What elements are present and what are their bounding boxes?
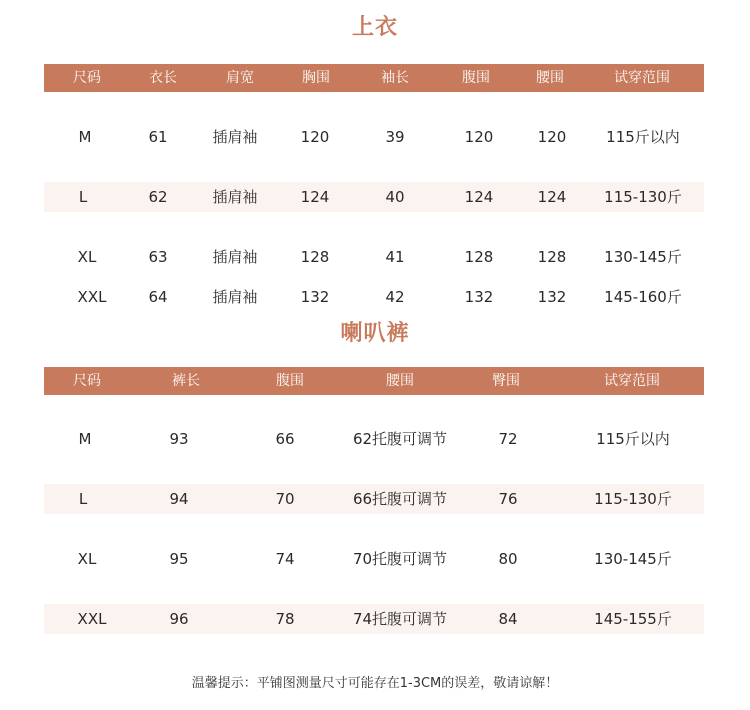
cell-fit-range: 130-145斤 [594,550,672,568]
top-table-title: 上衣 [351,15,398,40]
cell-size: XL [77,550,97,568]
cell-size: L [78,490,88,508]
cell-hip: 84 [498,610,518,628]
bottom-header-fit-range: 试穿范围 [604,373,660,389]
cell-belly: 74 [275,550,295,568]
cell-belly: 70 [275,490,295,508]
cell-length: 93 [169,430,189,448]
measurement-note: 温馨提示：平铺图测量尺寸可能存在1-3CM的误差，敬请谅解！ [191,676,559,691]
cell-chest: 120 [300,128,330,146]
cell-hip: 72 [498,430,518,448]
top-table-row [44,282,704,312]
top-table-row [44,182,704,212]
cell-shoulder: 插肩袖 [212,248,258,266]
bottom-header-length: 裤长 [172,373,200,389]
top-table-row [44,242,704,272]
bottom-header-waist: 腰围 [386,373,414,389]
cell-hip: 76 [498,490,518,508]
cell-belly: 124 [464,188,494,206]
cell-waist: 120 [537,128,567,146]
cell-chest: 128 [300,248,330,266]
cell-hip: 80 [498,550,518,568]
bottom-table-row [44,604,704,634]
cell-shoulder: 插肩袖 [212,128,258,146]
bottom-table-row [44,544,704,574]
top-table-row [44,122,704,152]
cell-length: 63 [148,248,168,266]
cell-waist: 132 [537,288,567,306]
cell-belly: 78 [275,610,295,628]
cell-size: XXL [77,610,107,628]
top-header-shoulder: 肩宽 [226,70,254,86]
cell-fit-range: 115-130斤 [604,188,682,206]
cell-length: 96 [169,610,189,628]
top-header-length: 衣长 [149,70,177,86]
cell-size: XXL [77,288,107,306]
top-header-fit-range: 试穿范围 [614,70,670,86]
cell-fit-range: 145-160斤 [604,288,682,306]
cell-shoulder: 插肩袖 [212,188,258,206]
cell-size: M [78,430,92,448]
top-header-waist: 腰围 [536,70,564,86]
cell-length: 62 [148,188,168,206]
bottom-table-row [44,484,704,514]
cell-belly: 128 [464,248,494,266]
cell-fit-range: 115斤以内 [596,430,670,448]
cell-waist: 74托腹可调节 [352,610,448,628]
cell-waist: 62托腹可调节 [352,430,448,448]
cell-fit-range: 115-130斤 [594,490,672,508]
cell-sleeve: 40 [385,188,405,206]
bottom-header-hip: 臀围 [492,373,520,389]
cell-chest: 124 [300,188,330,206]
cell-belly: 120 [464,128,494,146]
bottom-table-title: 喇叭裤 [340,321,410,346]
cell-belly: 132 [464,288,494,306]
cell-waist: 66托腹可调节 [352,490,448,508]
cell-size: L [78,188,88,206]
cell-chest: 132 [300,288,330,306]
bottom-table-row [44,424,704,454]
bottom-header-size: 尺码 [73,373,101,389]
cell-sleeve: 42 [385,288,405,306]
bottom-table-header [44,367,704,395]
cell-fit-range: 130-145斤 [604,248,682,266]
cell-length: 95 [169,550,189,568]
top-header-belly: 腹围 [462,70,490,86]
cell-length: 94 [169,490,189,508]
cell-fit-range: 145-155斤 [594,610,672,628]
bottom-header-belly: 腹围 [276,373,304,389]
top-header-sleeve: 袖长 [381,70,409,86]
cell-waist: 128 [537,248,567,266]
cell-waist: 124 [537,188,567,206]
top-header-chest: 胸围 [302,70,330,86]
cell-sleeve: 41 [385,248,405,266]
cell-length: 64 [148,288,168,306]
cell-length: 61 [148,128,168,146]
cell-shoulder: 插肩袖 [212,288,258,306]
cell-fit-range: 115斤以内 [606,128,680,146]
cell-waist: 70托腹可调节 [352,550,448,568]
top-header-size: 尺码 [73,70,101,86]
cell-size: XL [77,248,97,266]
cell-size: M [78,128,92,146]
top-table-header [44,64,704,92]
cell-sleeve: 39 [385,128,405,146]
cell-belly: 66 [275,430,295,448]
